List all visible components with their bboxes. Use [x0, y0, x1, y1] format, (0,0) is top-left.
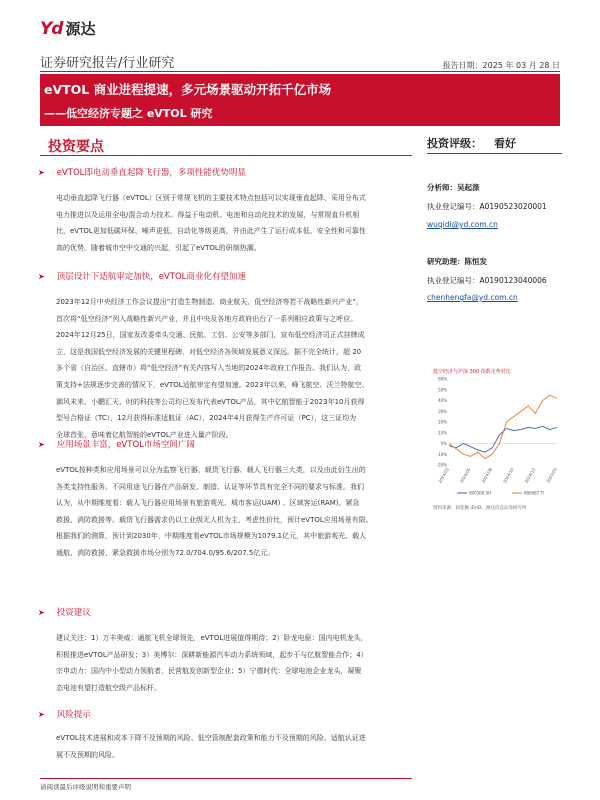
y-tick-label: 30%	[438, 408, 447, 414]
body-line: 首次将“低空经济”列入战略性新兴产业，并且中央及各地方政府出台了一系列相应政策与之呼应。	[56, 314, 358, 323]
y-tick-label: 50%	[438, 387, 447, 393]
body-line: 展不及预期的风险。	[56, 750, 119, 759]
section-body	[56, 630, 408, 696]
legend-label: 886087.TI	[524, 490, 545, 496]
body-line: 各类支持性服务。不同用途飞行器在产品研发、制造、认证等环节具有完全不同的要求与标准。我们	[56, 482, 364, 491]
report-subtitle: ——低空经济专题之 eVTOL 研究	[44, 107, 213, 120]
section-title: 顶层设计下适航审定加快，eVTOL商业化有望加速	[56, 272, 246, 282]
body-line: 多个省（自治区、直辖市）将“低空经济”有关内容写入当地的2024年政府工作报告。我们认为，政	[56, 364, 362, 373]
logo-text: 源达	[65, 20, 96, 38]
body-line: 2023年12月中央经济工作会议提出“打造生物制造、商业航天、低空经济等若干战略性新兴产业”，	[56, 298, 363, 306]
section-heading	[38, 270, 246, 282]
analyst-name: 分析师：吴起涤	[427, 183, 480, 192]
report-title: eVTOL 商业进程提速，多元场景驱动开拓千亿市场	[44, 82, 332, 97]
report-date: 报告日期：2025 年 03 月 28 日	[442, 61, 560, 70]
chevron-right-icon: ➤	[38, 607, 45, 617]
y-tick-label: -20%	[436, 462, 447, 468]
assistant-reg: 执业登记编号：A0190123040006	[427, 276, 547, 285]
section-heading	[38, 606, 91, 618]
section-title: eVTOL即电动垂直起降飞行器，多项性能优势明显	[56, 168, 246, 178]
body-line: 电力推进以及运用全电/混合动力技术。得益于电动机、电池和自动化技术的发展，与常规直升机相	[56, 210, 360, 219]
body-line: 通航、消防救援、紧急救援市场分别为72.0/704.0/95.6/207.5亿元。	[56, 548, 275, 557]
x-tick-label: 2024/08	[480, 467, 494, 484]
body-line: 认为，从中期维度看：载人飞行器应用场景有旅游观光、城市客运(UAM) 、区域客运(RAM)、紧急	[56, 499, 360, 508]
y-tick-label: -10%	[436, 451, 447, 457]
series-line-000300.SH	[449, 426, 557, 452]
section-title: 风险提示	[56, 710, 91, 720]
body-line: 建议关注：1）万丰奥威：通航飞机全球领先，eVTOL进展值得期待；2）卧龙电驱：国内电机龙头，	[56, 634, 368, 642]
chevron-right-icon: ➤	[38, 439, 45, 449]
footer-note: 请阅读最后评级说明和重要声明	[40, 783, 131, 791]
body-line: 电动垂直起降飞行器（eVTOL）区别于常规飞机的主要技术特点包括可以实现垂直起降、采用分布式	[56, 194, 366, 202]
section-heading	[38, 708, 91, 720]
rating-value: 看好	[494, 137, 516, 150]
body-line: 积极推进eVTOL产品研发；3）美博尔：深耕新能源汽车动力系统领域，起步于与亿航智能合作；4）	[56, 650, 368, 659]
footer-rule	[40, 778, 412, 779]
body-line: 立，这是我国低空经济发展的关键里程碑，对低空经济各领域发展意义深远。据不完全统计，超 20	[56, 347, 362, 356]
body-line: 比，eVTOL更加低碳环保、噪声更低、自动化等级更高，并由此产生了运行成本低、安全性和可靠性	[56, 227, 366, 236]
section-body	[56, 730, 408, 763]
body-line: 态电池有望打造航空级产品标杆。	[56, 683, 161, 692]
body-line: 救援、消防救援等。载货飞行器需求仍以工业级无人机为主，考虑性价比，预计eVTOL应用场景有限。	[56, 515, 373, 524]
chevron-right-icon: ➤	[38, 709, 45, 719]
body-line: 型号合格证（TC），12月获得标准适航证（AC），2024年4月获得生产许可证（PC），这三证均为	[56, 414, 357, 423]
body-line: 根据我们的测算，预计到2030年，中期维度看eVTOL市场规模为1079.1亿元，其中旅游观光、载人	[56, 532, 367, 541]
x-tick-label: 2024/10	[502, 467, 515, 484]
key-points-rule	[40, 155, 412, 156]
rating	[427, 135, 516, 151]
assistant-email-link[interactable]: chenhengfa@yd.com.cn	[427, 293, 518, 302]
section-title: 投资建议	[56, 608, 91, 618]
body-line: 宗申动力：国内中小型动力领航者，民营航发创新型企业；5）宁德时代：全球电池企业龙头，凝聚	[56, 667, 362, 676]
x-tick-label: 2024/03	[437, 467, 450, 484]
body-line: eVTOL按种类和应用场景可以分为监察飞行器、载货飞行器、载人飞行器三大类，以及由此衍生出的	[56, 466, 366, 474]
key-points-heading: 投资要点	[48, 139, 104, 155]
doc-type: 证券研究报告/行业研究	[40, 56, 175, 71]
section-body	[56, 462, 408, 562]
section-body	[56, 190, 408, 256]
y-tick-label: 10%	[438, 430, 447, 436]
y-tick-label: 0%	[440, 441, 447, 446]
legend-label: 000300.SH	[469, 490, 492, 496]
x-tick-label: 2024/05	[458, 467, 472, 484]
logo	[40, 18, 96, 39]
chevron-right-icon: ➤	[38, 167, 45, 177]
x-tick-label: 2025/03	[545, 467, 558, 484]
chart-source: 资料来源：同花顺 iFinD，源达信息证券研究所	[433, 506, 527, 511]
assistant-name: 研究助理：陈恒发	[427, 257, 487, 266]
analyst-email-link[interactable]: wuqidi@yd.com.cn	[427, 220, 498, 229]
rating-label: 投资评级：	[427, 137, 482, 150]
y-tick-label: 40%	[438, 398, 447, 403]
body-line: eVTOL技术进展和成本下降不及预期的风险、低空管制配套政策和能力不及预期的风险、适航认证进	[56, 734, 366, 742]
body-line: 全球首张，意味着亿航智能的eVTOL产业进入量产阶段。	[56, 430, 233, 439]
chart-title: 低空经济与沪深 300 指数走势对比	[433, 369, 511, 375]
chevron-right-icon: ➤	[38, 271, 45, 281]
body-line: 御风未来、小鹏汇天、时的科技等公司均已发布代表eVTOL产品，其中亿航智能于2023年10月获得	[56, 397, 365, 406]
header-rule	[40, 71, 560, 72]
logo-mark: Yd	[40, 18, 63, 39]
line-chart	[427, 365, 562, 500]
section-body	[56, 294, 408, 443]
rating-rule	[427, 153, 562, 154]
section-title: 应用场景丰富，eVTOL市场空间广阔	[56, 440, 195, 450]
y-tick-label: 20%	[438, 419, 447, 425]
body-line: 高的优势。随着城市空中交通的兴起，引起了eVTOL的研制热潮。	[56, 243, 261, 252]
x-tick-label: 2024/12	[523, 467, 537, 484]
section-heading	[38, 438, 195, 450]
body-line: 策支持+法规逐步完善的情况下，eVTOL适航审定有望加速。2023年以来，峰飞航空、沃兰特航空、	[56, 380, 369, 389]
body-line: 2024年12月25日，国家发改委牵头交通、民航、工信、公安等多部门，宣布低空经济司正式挂牌成	[56, 331, 365, 340]
section-heading	[38, 166, 246, 178]
y-tick-label: 60%	[438, 376, 447, 382]
analyst-reg: 执业登记编号：A0190523020001	[427, 202, 547, 211]
